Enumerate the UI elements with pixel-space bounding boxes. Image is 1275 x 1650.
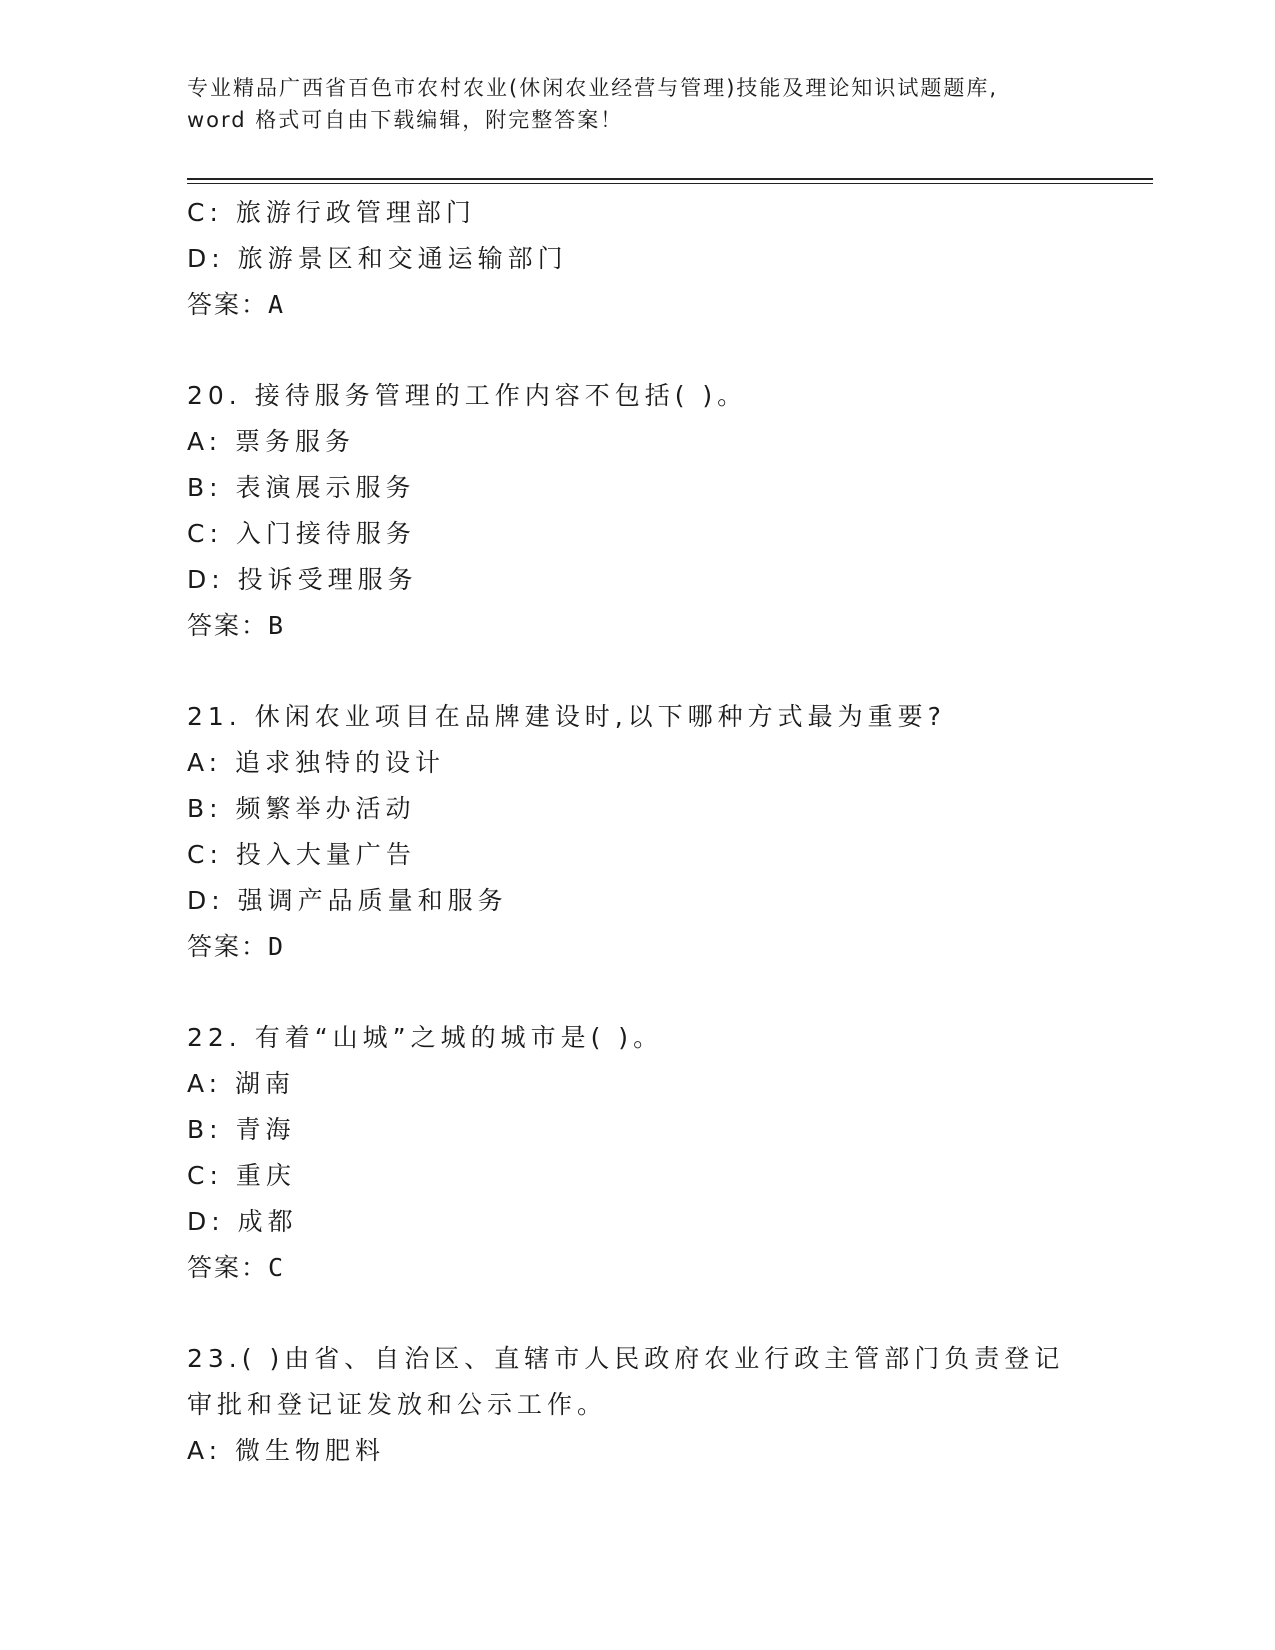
option-c: C: 入门接待服务 bbox=[187, 519, 416, 548]
question-22 bbox=[187, 1015, 1087, 1291]
question-list bbox=[187, 190, 1087, 1474]
header-divider-thin bbox=[187, 183, 1153, 184]
question-stem: 20. 接待服务管理的工作内容不包括( )。 bbox=[187, 381, 748, 410]
option-c: C: 旅游行政管理部门 bbox=[187, 198, 476, 227]
option-a: A: 追求独特的设计 bbox=[187, 748, 446, 777]
option-d: D: 强调产品质量和服务 bbox=[187, 886, 508, 915]
answer-line bbox=[187, 603, 1087, 649]
question-19-continued bbox=[187, 190, 1087, 328]
header-title-line-2: word 格式可自由下载编辑，附完整答案！ bbox=[187, 108, 624, 132]
question-23 bbox=[187, 1336, 1087, 1474]
question-stem-line-1: 23.( )由省、自治区、直辖市人民政府农业行政主管部门负责登记 bbox=[187, 1344, 1065, 1373]
option-c: C: 投入大量广告 bbox=[187, 840, 416, 869]
answer-line bbox=[187, 1245, 1087, 1291]
option-c: C: 重庆 bbox=[187, 1161, 296, 1190]
question-stem: 22. 有着“山城”之城的城市是( )。 bbox=[187, 1023, 664, 1052]
header-divider-thick bbox=[187, 178, 1153, 180]
option-d: D: 投诉受理服务 bbox=[187, 565, 418, 594]
answer-label: 答案： bbox=[187, 932, 269, 961]
option-d: D: 旅游景区和交通运输部门 bbox=[187, 244, 568, 273]
answer-label: 答案： bbox=[187, 290, 269, 319]
answer-value: B bbox=[268, 611, 286, 640]
option-b: B: 频繁举办活动 bbox=[187, 794, 416, 823]
answer-value: D bbox=[268, 932, 286, 961]
option-a: A: 湖南 bbox=[187, 1069, 296, 1098]
document-header bbox=[187, 72, 1087, 136]
answer-label: 答案： bbox=[187, 1253, 269, 1282]
question-21 bbox=[187, 694, 1087, 970]
answer-line bbox=[187, 282, 1087, 328]
option-a: A: 票务服务 bbox=[187, 427, 356, 456]
answer-line bbox=[187, 924, 1087, 970]
option-b: B: 青海 bbox=[187, 1115, 296, 1144]
question-stem: 21. 休闲农业项目在品牌建设时,以下哪种方式最为重要? bbox=[187, 702, 946, 731]
answer-label: 答案： bbox=[187, 611, 269, 640]
header-title-line-1: 专业精品广西省百色市农村农业(休闲农业经营与管理)技能及理论知识试题题库, bbox=[187, 76, 999, 100]
answer-value: A bbox=[268, 290, 286, 319]
question-20 bbox=[187, 373, 1087, 649]
option-a: A: 微生物肥料 bbox=[187, 1436, 386, 1465]
option-b: B: 表演展示服务 bbox=[187, 473, 416, 502]
answer-value: C bbox=[268, 1253, 286, 1282]
question-stem-line-2: 审批和登记证发放和公示工作。 bbox=[187, 1390, 608, 1419]
option-d: D: 成都 bbox=[187, 1207, 298, 1236]
